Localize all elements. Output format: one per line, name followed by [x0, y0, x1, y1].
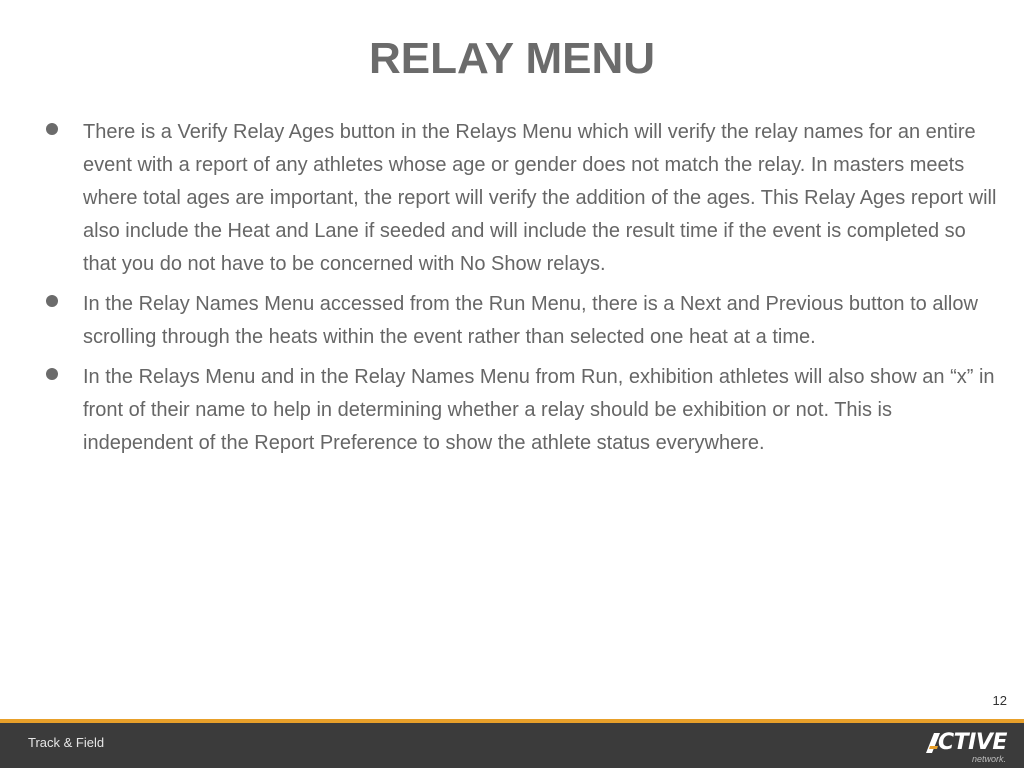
- bullet-text: There is a Verify Relay Ages button in the Relays Menu which will verify the relay names for an entire event with a report of any athletes whose age or gender does not match the relay. In masters meets where total ages are important, the report will verify the addition of the ages. This Relay Ages report will also include the Heat and Lane if seeded and will include the result time if the event is completed so that you do not have to be concerned with No Show relays.: [83, 121, 997, 275]
- brand-wordmark: CTIVE: [938, 730, 1007, 755]
- active-network-logo: [926, 727, 1010, 767]
- bullet-text: In the Relay Names Menu accessed from the Run Menu, there is a Next and Previous button to allow scrolling through the heats within the event rather than selected one heat at a time.: [83, 293, 978, 348]
- page-number: 12: [992, 693, 1007, 708]
- footer-bar: [0, 723, 1024, 768]
- bullet-list: [0, 116, 1024, 467]
- bullet-dot-icon: [46, 123, 58, 135]
- bullet-item: [0, 116, 1024, 281]
- bullet-item: [0, 361, 1024, 460]
- brand-subtext: network.: [971, 754, 1006, 764]
- bullet-text: In the Relays Menu and in the Relay Names Menu from Run, exhibition athletes will also show an “x” in front of their name to help in determining whether a relay should be exhibition or not. This is independent of the Report Preference to show the athlete status everywhere.: [83, 366, 995, 454]
- bullet-dot-icon: [46, 368, 58, 380]
- slide-title: RELAY MENU: [368, 34, 656, 83]
- bullet-dot-icon: [46, 295, 58, 307]
- footer-label: Track & Field: [28, 735, 105, 750]
- bullet-item: [0, 288, 1024, 354]
